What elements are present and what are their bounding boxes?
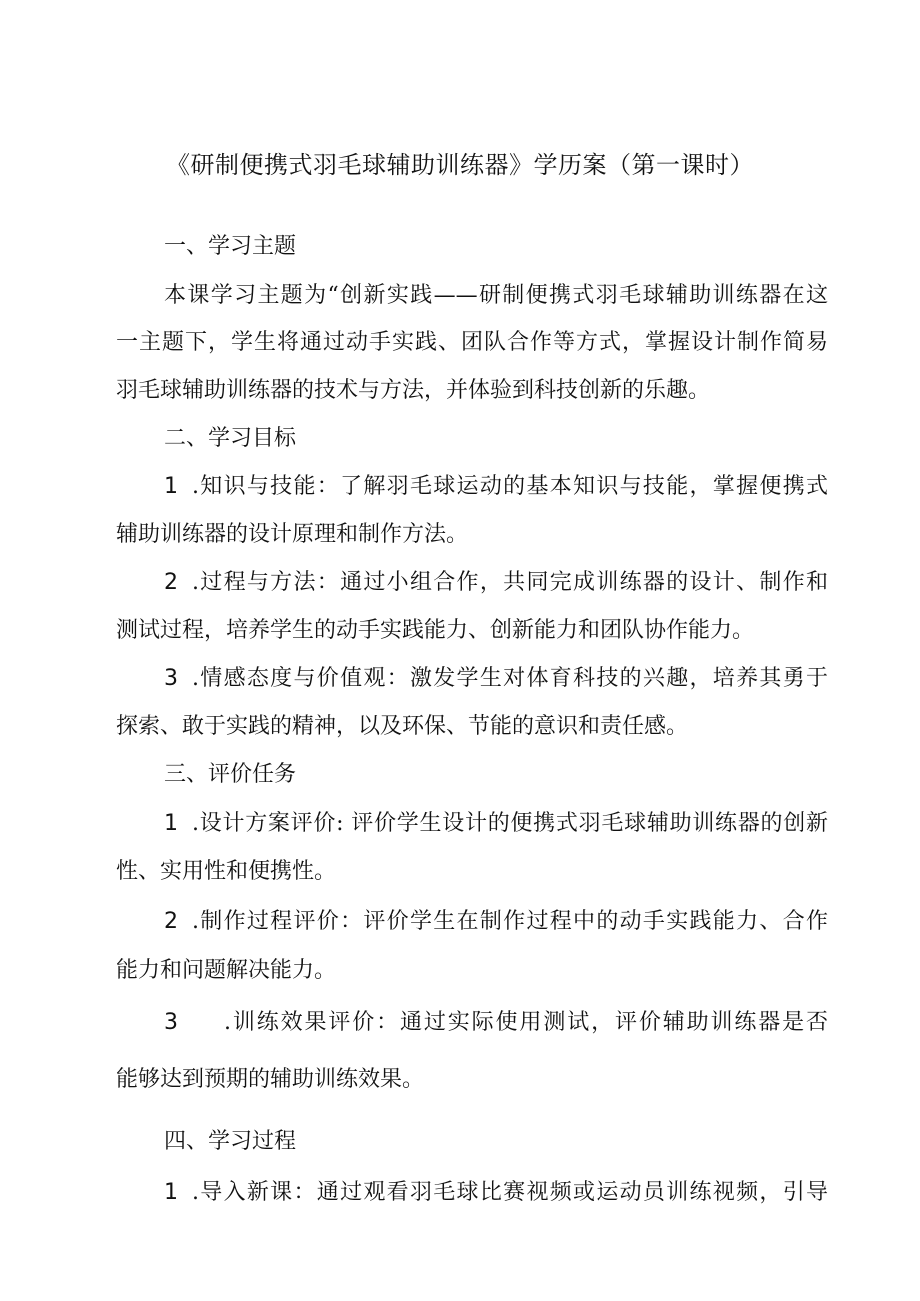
paragraph-line: 测试过程，培养学生的动手实践能力、创新能力和团队协作能力。 <box>116 618 755 643</box>
item-text: .制作过程评价：评价学生在制作过程中的动手实践能力、合作 <box>192 909 828 934</box>
item-text: .训练效果评价：通过实际使用测试，评价辅助训练器是否 <box>224 1010 828 1035</box>
item-text: .导入新课：通过观看羽毛球比赛视频或运动员训练视频，引导 <box>192 1180 828 1205</box>
item-number: 2 <box>164 570 178 595</box>
section-heading-evaluation: 三、评价任务 <box>164 762 297 787</box>
section-heading-objectives: 二、学习目标 <box>164 426 297 451</box>
item-number: 1 <box>164 474 178 499</box>
list-item <box>164 567 828 599</box>
paragraph-line: 能力和问题解决能力。 <box>116 958 337 983</box>
paragraph-line: 辅助训练器的设计原理和制作方法。 <box>116 522 469 547</box>
item-number: 1 <box>164 1180 178 1205</box>
list-item <box>164 471 828 503</box>
paragraph-line: 性、实用性和便携性。 <box>116 859 337 884</box>
item-text: .知识与技能：了解羽毛球运动的基本知识与技能，掌握便携式 <box>192 474 828 499</box>
item-text: .设计方案评价: 评价学生设计的便携式羽毛球辅助训练器的创新 <box>192 811 828 836</box>
paragraph-line: 羽毛球辅助训练器的技术与方法，并体验到科技创新的乐趣。 <box>116 378 711 403</box>
section-heading-process: 四、学习过程 <box>164 1129 297 1154</box>
list-item <box>164 663 828 695</box>
paragraph-line: 一主题下，学生将通过动手实践、团队合作等方式，掌握设计制作简易 <box>116 330 828 355</box>
list-item <box>164 906 828 938</box>
item-text: .情感态度与价值观：激发学生对体育科技的兴趣，培养其勇于 <box>192 666 828 691</box>
item-number: 3 <box>164 1010 178 1035</box>
list-item <box>164 808 828 840</box>
document-title: 《研制便携式羽毛球辅助训练器》学历案（第一课时） <box>166 151 754 179</box>
item-number: 3 <box>164 666 178 691</box>
list-item <box>164 1007 828 1039</box>
paragraph-line: 探索、敢于实践的精神，以及环保、节能的意识和责任感。 <box>116 714 689 739</box>
item-number: 2 <box>164 909 178 934</box>
item-number: 1 <box>164 811 178 836</box>
paragraph-line: 能够达到预期的辅助训练效果。 <box>116 1067 425 1092</box>
list-item <box>164 1177 828 1209</box>
section-heading-topic: 一、学习主题 <box>164 234 297 259</box>
item-text: .过程与方法：通过小组合作，共同完成训练器的设计、制作和 <box>192 570 828 595</box>
paragraph-line: 本课学习主题为“创新实践——研制便携式羽毛球辅助训练器在这 <box>164 283 828 308</box>
